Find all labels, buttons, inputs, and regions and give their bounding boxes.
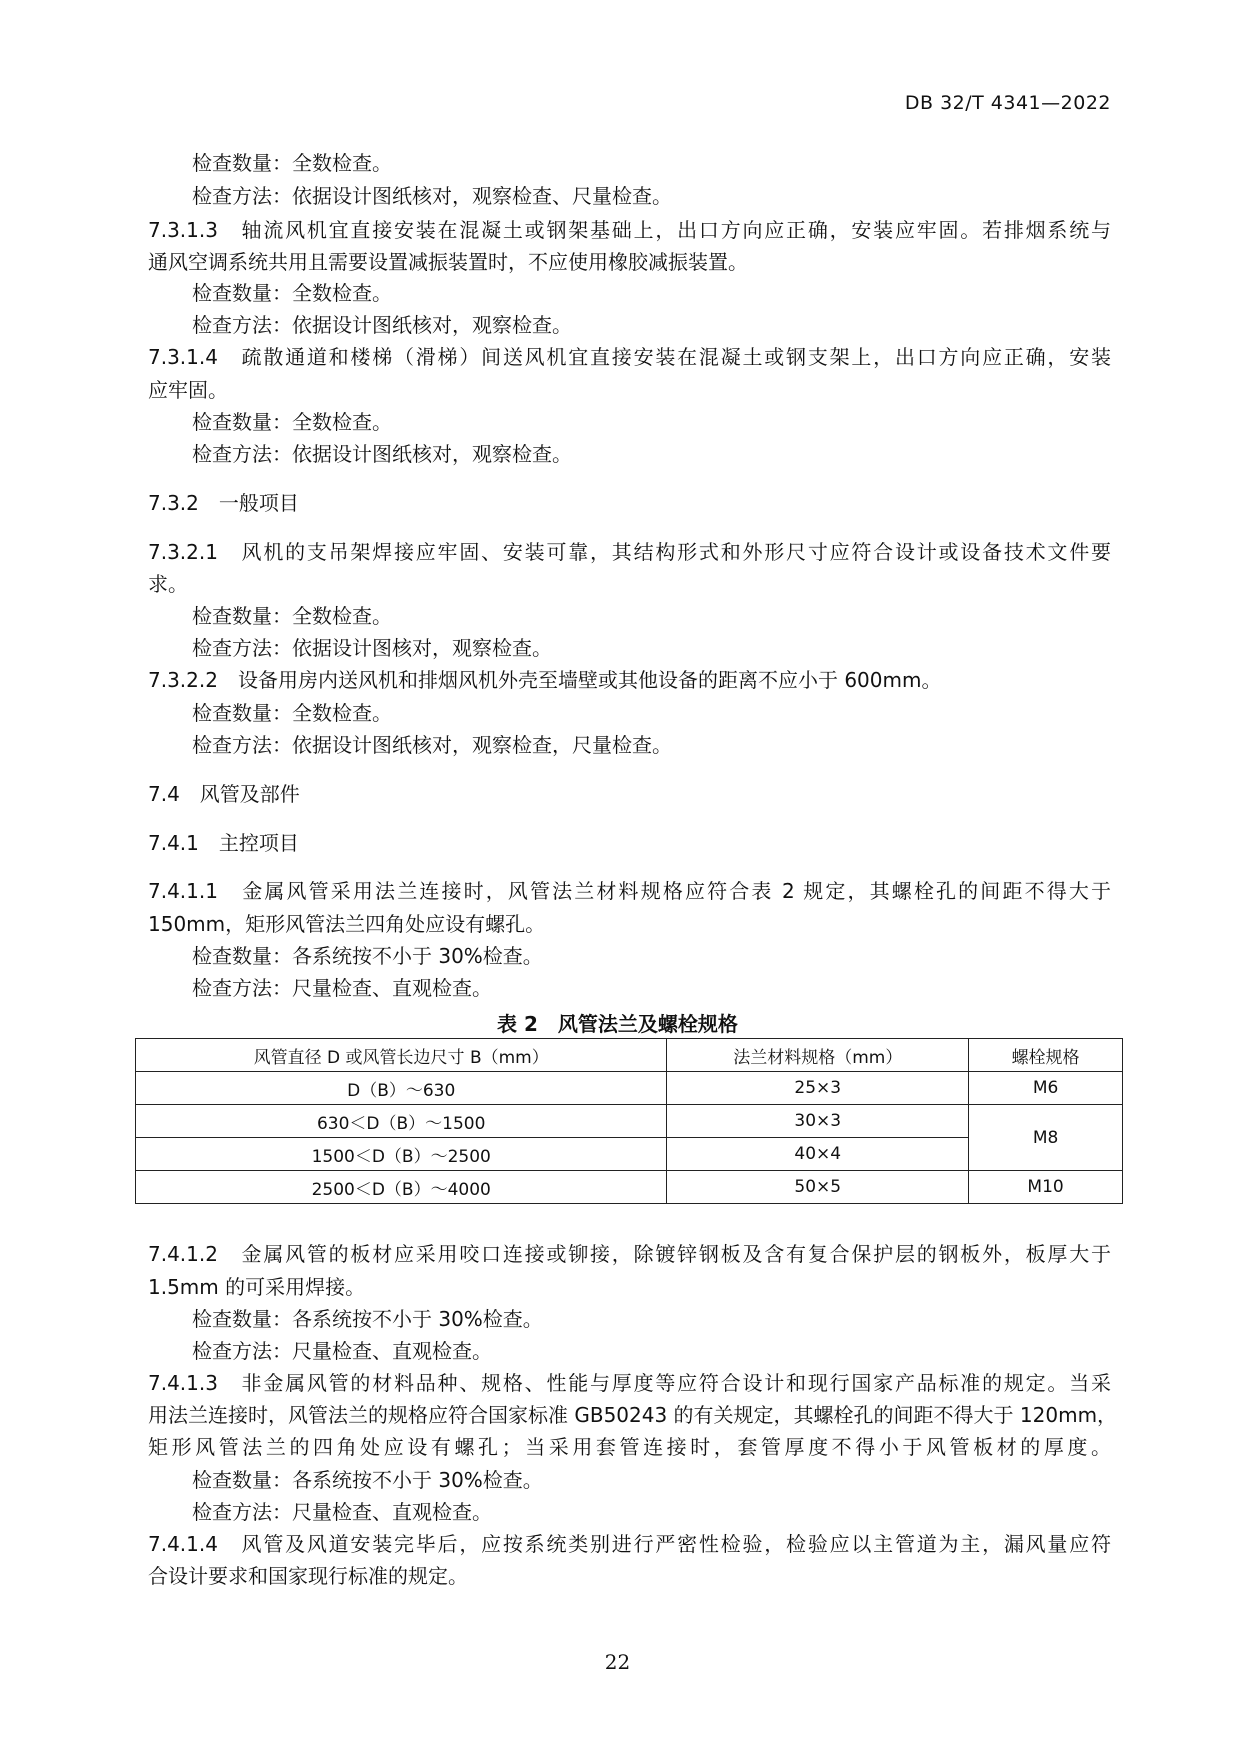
text-line: 7.4.1.4 风管及风道安装完毕后，应按系统类别进行严密性检验，检验应以主管道为主，漏风量应符 bbox=[148, 1532, 1111, 1556]
text-line: 7.4.1.1 金属风管采用法兰连接时，风管法兰材料规格应符合表 2 规定，其螺栓孔的间距不得大于 bbox=[148, 879, 1111, 903]
table-cell: M10 bbox=[969, 1171, 1123, 1204]
text-line: 检查数量：各系统按不小于 30%检查。 bbox=[192, 1468, 543, 1492]
table-cell: M8 bbox=[969, 1105, 1123, 1171]
text-line: 矩形风管法兰的四角处应设有螺孔；当采用套管连接时，套管厚度不得小于风管板材的厚度。 bbox=[148, 1435, 1111, 1459]
table-cell: 30×3 bbox=[667, 1105, 969, 1138]
table-cell: 50×5 bbox=[667, 1171, 969, 1204]
text-line: 检查数量：全数检查。 bbox=[192, 410, 392, 434]
header-cell: 风管直径 D 或风管长边尺寸 B（mm） bbox=[136, 1039, 667, 1072]
text-line: 检查数量：各系统按不小于 30%检查。 bbox=[192, 1307, 543, 1331]
text-line: 检查数量：各系统按不小于 30%检查。 bbox=[192, 944, 543, 968]
text-line: 用法兰连接时，风管法兰的规格应符合国家标准 GB50243 的有关规定，其螺栓孔的间距不得大于 120mm， bbox=[148, 1403, 1118, 1427]
section-heading: 7.4 风管及部件 bbox=[148, 782, 300, 806]
text-line: 通风空调系统共用且需要设置减振装置时，不应使用橡胶减振装置。 bbox=[148, 250, 748, 274]
text-line: 7.3.1.3 轴流风机宜直接安装在混凝土或钢架基础上，出口方向应正确，安装应牢固。若排烟系统与 bbox=[148, 218, 1111, 242]
text-line: 检查方法：尺量检查、直观检查。 bbox=[192, 976, 492, 1000]
text-line: 检查方法：尺量检查、直观检查。 bbox=[192, 1500, 492, 1524]
text-line: 7.3.2.1 风机的支吊架焊接应牢固、安装可靠，其结构形式和外形尺寸应符合设计或设备技术文件要 bbox=[148, 540, 1111, 564]
text-line: 7.4.1.3 非金属风管的材料品种、规格、性能与厚度等应符合设计和现行国家产品标准的规定。当采 bbox=[148, 1371, 1111, 1395]
text-line: 检查方法：依据设计图纸核对，观察检查。 bbox=[192, 442, 572, 466]
table-caption: 表 2 风管法兰及螺栓规格 bbox=[497, 1012, 738, 1036]
text-line: 检查方法：依据设计图纸核对，观察检查。 bbox=[192, 313, 572, 337]
section-heading: 7.3.2 一般项目 bbox=[148, 491, 299, 515]
header-cell: 螺栓规格 bbox=[969, 1039, 1123, 1072]
table-cell: D（B）～630 bbox=[136, 1072, 667, 1105]
text-line: 150mm，矩形风管法兰四角处应设有螺孔。 bbox=[148, 912, 546, 936]
text-line: 检查方法：依据设计图纸核对，观察检查，尺量检查。 bbox=[192, 733, 672, 757]
text-line: 1.5mm 的可采用焊接。 bbox=[148, 1275, 366, 1299]
text-line: 合设计要求和国家现行标准的规定。 bbox=[148, 1564, 468, 1588]
table-cell: 40×4 bbox=[667, 1138, 969, 1171]
text-line: 应牢固。 bbox=[148, 378, 228, 402]
table-cell: 630＜D（B）～1500 bbox=[136, 1105, 667, 1138]
section-heading: 7.4.1 主控项目 bbox=[148, 831, 299, 855]
text-line: 检查数量：全数检查。 bbox=[192, 701, 392, 725]
table-row bbox=[136, 1072, 1123, 1105]
table-row bbox=[136, 1105, 1123, 1138]
table-header-row bbox=[136, 1039, 1123, 1072]
text-line: 检查方法：依据设计图纸核对，观察检查、尺量检查。 bbox=[192, 184, 672, 208]
table-cell: 1500＜D（B）～2500 bbox=[136, 1138, 667, 1171]
flange-spec-table bbox=[135, 1038, 1123, 1204]
document-header: DB 32/T 4341—2022 bbox=[904, 92, 1111, 114]
text-line: 检查数量：全数检查。 bbox=[192, 604, 392, 628]
text-line: 求。 bbox=[148, 572, 188, 596]
text-line: 检查数量：全数检查。 bbox=[192, 281, 392, 305]
table-cell: 25×3 bbox=[667, 1072, 969, 1105]
page-number: 22 bbox=[604, 1650, 631, 1674]
text-line: 检查数量：全数检查。 bbox=[192, 151, 392, 175]
text-line: 检查方法：依据设计图核对，观察检查。 bbox=[192, 636, 552, 660]
table-cell: 2500＜D（B）～4000 bbox=[136, 1171, 667, 1204]
header-cell: 法兰材料规格（mm） bbox=[667, 1039, 969, 1072]
table-cell: M6 bbox=[969, 1072, 1123, 1105]
table-row bbox=[136, 1171, 1123, 1204]
text-line: 检查方法：尺量检查、直观检查。 bbox=[192, 1339, 492, 1363]
text-line: 7.4.1.2 金属风管的板材应采用咬口连接或铆接，除镀锌钢板及含有复合保护层的钢板外，板厚大于 bbox=[148, 1242, 1111, 1266]
text-line: 7.3.1.4 疏散通道和楼梯（滑梯）间送风机宜直接安装在混凝土或钢支架上，出口方向应正确，安装 bbox=[148, 345, 1111, 369]
text-line: 7.3.2.2 设备用房内送风机和排烟风机外壳至墙壁或其他设备的距离不应小于 600mm。 bbox=[148, 668, 942, 692]
